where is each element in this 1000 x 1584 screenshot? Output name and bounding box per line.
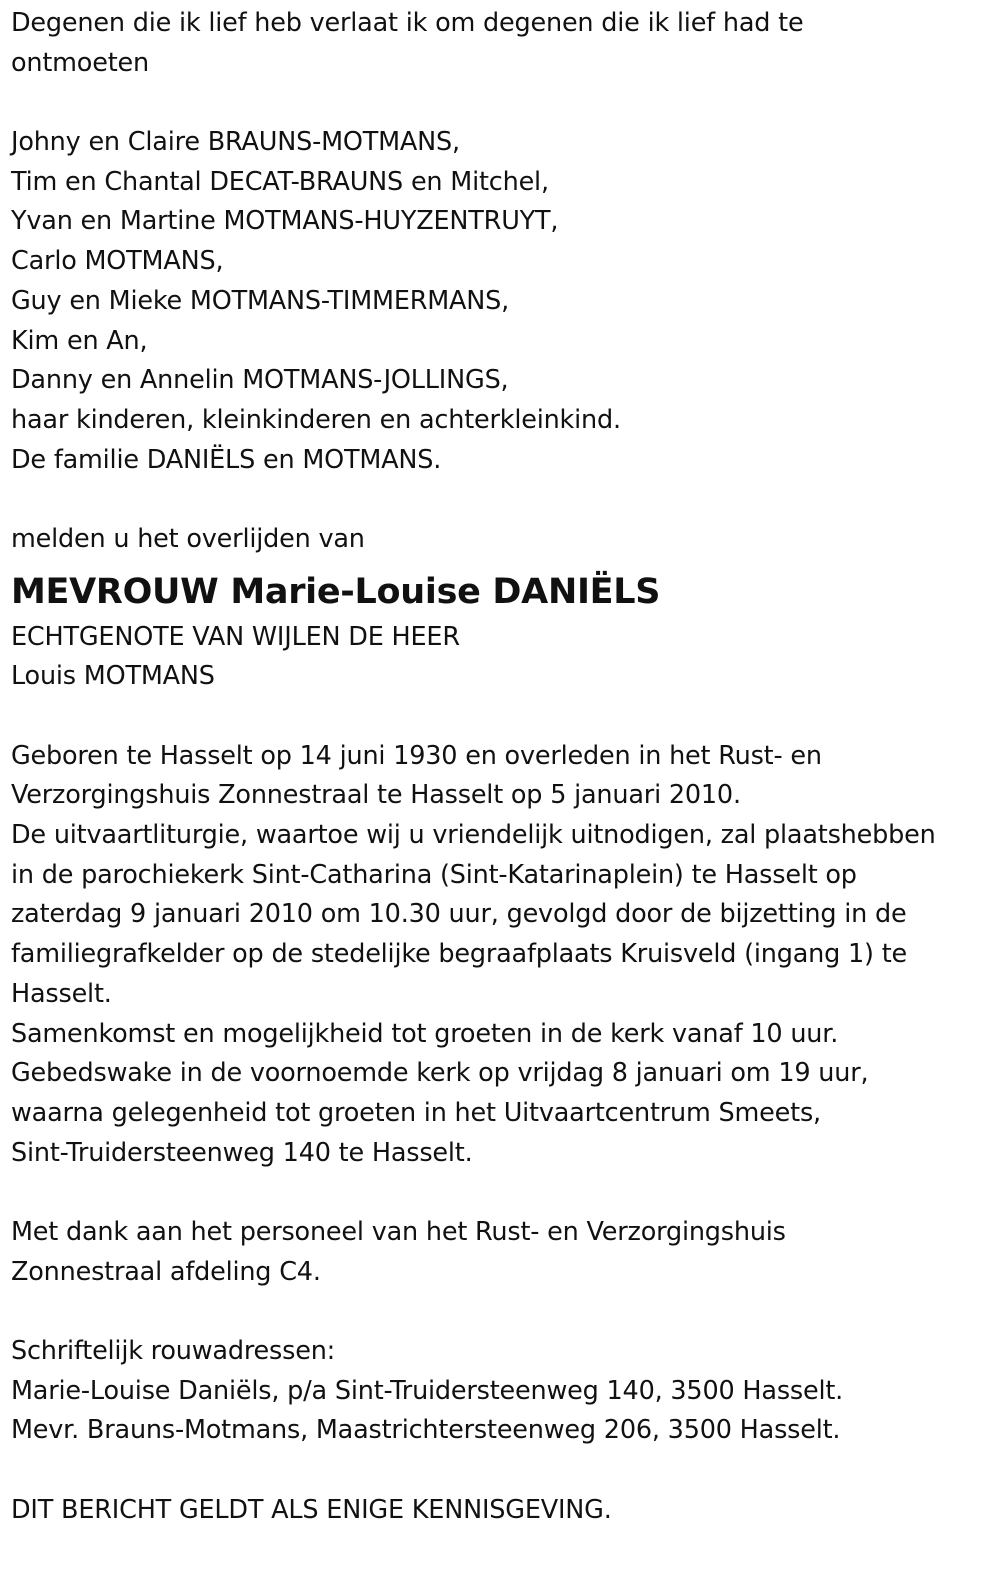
family-line: Johny en Claire BRAUNS-MOTMANS, [11,127,460,158]
details-line: Gebedswake in de voornoemde kerk op vrijdag 8 januari om 19 uur, [11,1058,869,1089]
spacer [11,697,1000,737]
subtitle-line: ECHTGENOTE VAN WIJLEN DE HEER [11,621,460,652]
subtitle-line: Louis MOTMANS [11,661,215,692]
details-line: familiegrafkelder op de stedelijke begraafplaats Kruisveld (ingang 1) te [11,939,907,970]
deceased-name: MEVROUW Marie-Louise DANIËLS [11,571,661,612]
details-line: waarna gelegenheid tot groeten in het Uitvaartcentrum Smeets, [11,1097,821,1128]
details-line: Verzorgingshuis Zonnestraal te Hasselt op 5 januari 2010. [11,780,741,811]
family-line: Carlo MOTMANS, [11,246,224,277]
family-line: Kim en An, [11,325,148,356]
funeral-details [11,737,1000,1174]
address-line: Schriftelijk rouwadressen: [11,1336,336,1366]
details-line: zaterdag 9 januari 2010 om 10.30 uur, gevolgd door de bijzetting in de [11,899,907,930]
family-line: Tim en Chantal DECAT-BRAUNS en Mitchel, [11,166,549,197]
thanks-line: Met dank aan het personeel van het Rust- en Verzorgingshuis [11,1216,786,1247]
details-line: in de parochiekerk Sint-Catharina (Sint-Katarinaplein) te Hasselt op [11,859,857,890]
thanks-line: Zonnestraal afdeling C4. [11,1256,321,1287]
family-line: Yvan en Martine MOTMANS-HUYZENTRUYT, [11,206,559,237]
details-line: Sint-Truidersteenweg 140 te Hasselt. [11,1137,473,1168]
family-line: Guy en Mieke MOTMANS-TIMMERMANS, [11,285,510,316]
spacer [11,83,1000,123]
address-line: Marie-Louise Daniëls, p/a Sint-Truidersteenweg 140, 3500 Hasselt. [11,1375,844,1406]
family-line: Danny en Annelin MOTMANS-JOLLINGS, [11,365,509,396]
family-line: haar kinderen, kleinkinderen en achterkleinkind. [11,404,621,435]
motto-line: Degenen die ik lief heb verlaat ik om degenen die ik lief had te [11,8,804,38]
spacer [11,1451,1000,1491]
closing-notice: DIT BERICHT GELDT ALS ENIGE KENNISGEVING. [11,1494,612,1525]
spacer [11,1173,1000,1213]
details-line: Hasselt. [11,978,112,1009]
details-line: Samenkomst en mogelijkheid tot groeten in de kerk vanaf 10 uur. [11,1018,839,1049]
details-line: De uitvaartliturgie, waartoe wij u vriendelijk uitnodigen, zal plaatshebben [11,820,936,851]
spacer [11,480,1000,520]
deceased-subtitle [11,618,1000,697]
address-line: Mevr. Brauns-Motmans, Maastrichtersteenweg 206, 3500 Hasselt. [11,1415,841,1446]
motto-line: ontmoeten [11,47,149,78]
thanks [11,1213,1000,1292]
family-line: De familie DANIËLS en MOTMANS. [11,444,442,475]
motto [11,4,1000,83]
family-list [11,123,1000,480]
announcement: melden u het overlijden van [11,523,365,554]
condolence-addresses [11,1332,1000,1451]
spacer [11,1292,1000,1332]
details-line: Geboren te Hasselt op 14 juni 1930 en overleden in het Rust- en [11,740,822,771]
